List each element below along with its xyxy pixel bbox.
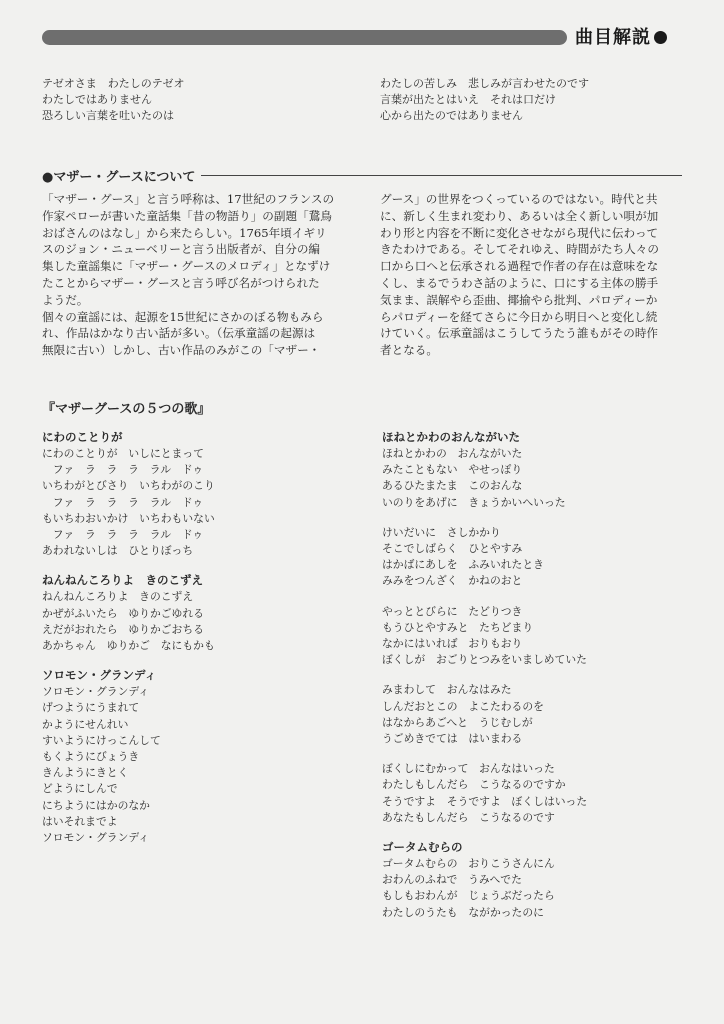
paragraph-line: グース」の世界をつくっているのではない。時代と共	[380, 192, 658, 206]
verse-line: 恐ろしい言葉を吐いたのは	[42, 109, 174, 122]
paragraph-line: 無限に古い）しかし、古い作品のみがこの「マザー・	[42, 343, 321, 358]
paragraph-line: に、新しく生まれ変わり、あるいは全く新しい唄が加	[380, 208, 659, 223]
verse-line: 言葉が出たとはいえ それは口だけ	[380, 93, 556, 106]
lyric-line: どようにしんで	[42, 782, 118, 796]
paragraph-line: わり形と内容を不断に変化させながら現代に伝わって	[380, 225, 659, 240]
lyric-line: なかにはいれば おりもおり	[382, 637, 523, 651]
stanza	[382, 446, 587, 511]
lyric-line: えだがおれたら ゆりかごおちる	[42, 622, 204, 636]
lyric-line: はいそれまでよ	[42, 814, 118, 828]
verse-line: わたしではありません	[42, 93, 152, 106]
paragraph-line: きたわけである。そしてそれゆえ、時間がたち人々の	[380, 242, 659, 257]
paragraph-line: くし、まるでうわさ話のように、口にする主体の勝手	[380, 275, 659, 290]
paragraph-line: 「マザー・グース」と言う呼称は、17世紀のフランスの	[42, 192, 335, 206]
song-title: ねんねんころりよ きのこずえ	[42, 573, 203, 588]
lyric-line: もしもおわんが じょうぶだったら	[382, 889, 555, 903]
lyric-line: あなたもしんだら こうなるのです	[382, 810, 555, 824]
lyric-line: いちわがとびさり いちわがのこり	[42, 479, 215, 493]
paragraph-line: たことからマザー・グースと言う呼び名がつけられた	[42, 275, 320, 290]
songs-heading: 『マザーグースの５つの歌』	[42, 402, 211, 417]
paragraph-line: 作家ペローが書いた童話集「昔の物語り」の副題「鵞鳥	[42, 208, 332, 223]
lyric-line: みまわして おんなはみた	[382, 683, 512, 697]
lyric-line: はなからあごへと うじむしが	[382, 715, 533, 729]
verse-line: テゼオさま わたしのテゼオ	[42, 77, 185, 90]
paragraph-line: 個々の童謡には、起源を15世紀にさかのぼる物もみら	[42, 309, 324, 324]
paragraph-line: 者となる。	[380, 343, 438, 358]
paragraph-line: らパロディーを経てさらに今日から明日へと変化し続	[380, 309, 658, 324]
lyric-line: ゴータムむらの おりこうさんにん	[382, 857, 555, 871]
lyric-line: ぼくしにむかって おんなはいった	[382, 762, 555, 776]
lyric-line: おわんのふねで うみへでた	[382, 873, 522, 887]
section-body-right	[380, 191, 659, 359]
lyric-line: ファ ラ ラ ラ ラル ドゥ	[42, 495, 204, 509]
header-dot-icon	[654, 31, 667, 44]
song-block	[382, 838, 587, 921]
lyric-line: ほねとかわの おんながいた	[382, 447, 523, 460]
lyric-line: もくようにびょうき	[42, 750, 140, 764]
song-block	[42, 666, 215, 846]
lyric-line: かぜがふいたら ゆりかごゆれる	[42, 606, 204, 620]
lyric-line: みたこともない やせっぽり	[382, 463, 523, 477]
paragraph-line: 気まま、誤解やら歪曲、揶揄やら批判、パロディーか	[380, 292, 658, 307]
lyric-line: ソロモン・グランディ	[42, 685, 150, 699]
lyric-line: みみをつんざく かねのおと	[382, 574, 523, 588]
lyric-line: ソロモン・グランディ	[42, 831, 150, 845]
lyric-line: きんようにきとく	[42, 766, 129, 780]
paragraph-line: スのジョン・ニューベリーと言う出版者が、自分の編	[42, 242, 321, 257]
lyric-line: けいだいに さしかかり	[382, 525, 501, 539]
lyric-line: わたしもしんだら こうなるのですか	[382, 778, 566, 792]
lyric-line: やっととびらに たどりつき	[382, 604, 523, 618]
verse-line: 心から出たのではありません	[380, 109, 523, 122]
paragraph-line: けていく。伝承童謡はこうしてうたう誰もがその時作	[380, 326, 659, 341]
songs-right-column	[382, 428, 587, 921]
lyric-line: はかばにあしを ふみいれたとき	[382, 558, 544, 572]
section-heading	[42, 166, 682, 185]
verse-line: わたしの苦しみ 悲しみが言わせたのです	[380, 77, 589, 90]
lyric-line: そうですよ そうですよ ぼくしはいった	[382, 794, 588, 808]
lyric-line: げつようにうまれて	[42, 701, 140, 715]
paragraph-line: れ、作品はかなり古い話が多い。（伝承童謡の起源は	[42, 326, 316, 341]
header-bar	[42, 30, 567, 45]
section-body-left	[42, 191, 334, 359]
songs-left-column	[42, 428, 215, 846]
song-title: にわのことりが	[42, 430, 123, 444]
top-verse-right	[380, 76, 589, 124]
section-title: ●マザー・グースについて	[42, 170, 196, 185]
lyric-line: もいちわおいかけ いちわもいない	[42, 511, 215, 525]
lyric-line: にわのことりが いしにとまって	[42, 447, 204, 460]
lyric-line: あるひたまたま このおんな	[382, 479, 523, 493]
lyric-line: かようにせんれい	[42, 717, 129, 731]
lyric-line: ねんねんころりよ きのこずえ	[42, 590, 194, 604]
lyric-line: そこでしばらく ひとやすみ	[382, 542, 523, 556]
song-block	[42, 571, 215, 654]
paragraph-line: ようだ。	[42, 292, 89, 307]
lyric-line: もうひとやすみと たちどまり	[382, 620, 534, 634]
top-verse-left	[42, 76, 185, 124]
lyric-line: わたしのうたも ながかったのに	[382, 905, 544, 919]
stanza	[382, 761, 587, 826]
lyric-line: しんだおとこの よこたわるのを	[382, 699, 544, 713]
paragraph-line: おばさんのはなし」から来たらしい。1765年頃イギリ	[42, 225, 327, 240]
lyric-line: すいようにけっこんして	[42, 733, 161, 747]
section-rule	[201, 175, 682, 176]
lyric-line: あかちゃん ゆりかご なにもかも	[42, 639, 215, 653]
song-title: ゴータムむらの	[382, 840, 463, 855]
lyric-line: いのりをあげに きょうかいへいった	[382, 495, 566, 509]
song-title: ほねとかわのおんながいた	[382, 430, 520, 444]
paragraph-line: 口から口へと伝承される過程で作者の存在は意味をな	[380, 259, 659, 274]
header-title	[575, 23, 667, 49]
stanza	[382, 525, 587, 590]
lyric-line: ファ ラ ラ ラ ラル ドゥ	[42, 528, 204, 542]
lyric-line: ぼくしが おごりとつみをいましめていた	[382, 653, 587, 667]
lyric-line: うごめきでては はいまわる	[382, 732, 523, 746]
lyric-line: にちようにはかのなか	[42, 798, 150, 812]
stanza	[382, 682, 587, 747]
stanza	[382, 604, 587, 669]
lyric-line: ファ ラ ラ ラ ラル ドゥ	[42, 463, 204, 477]
song-block	[42, 428, 215, 559]
header-title-text: 曲目解説	[575, 27, 651, 48]
paragraph-line: 集した童謡集に「マザー・グースのメロディ」となずけ	[42, 259, 331, 274]
song-block	[382, 428, 587, 826]
song-title: ソロモン・グランディ	[42, 668, 157, 683]
lyric-line: あわれないしは ひとりぼっち	[42, 544, 194, 558]
